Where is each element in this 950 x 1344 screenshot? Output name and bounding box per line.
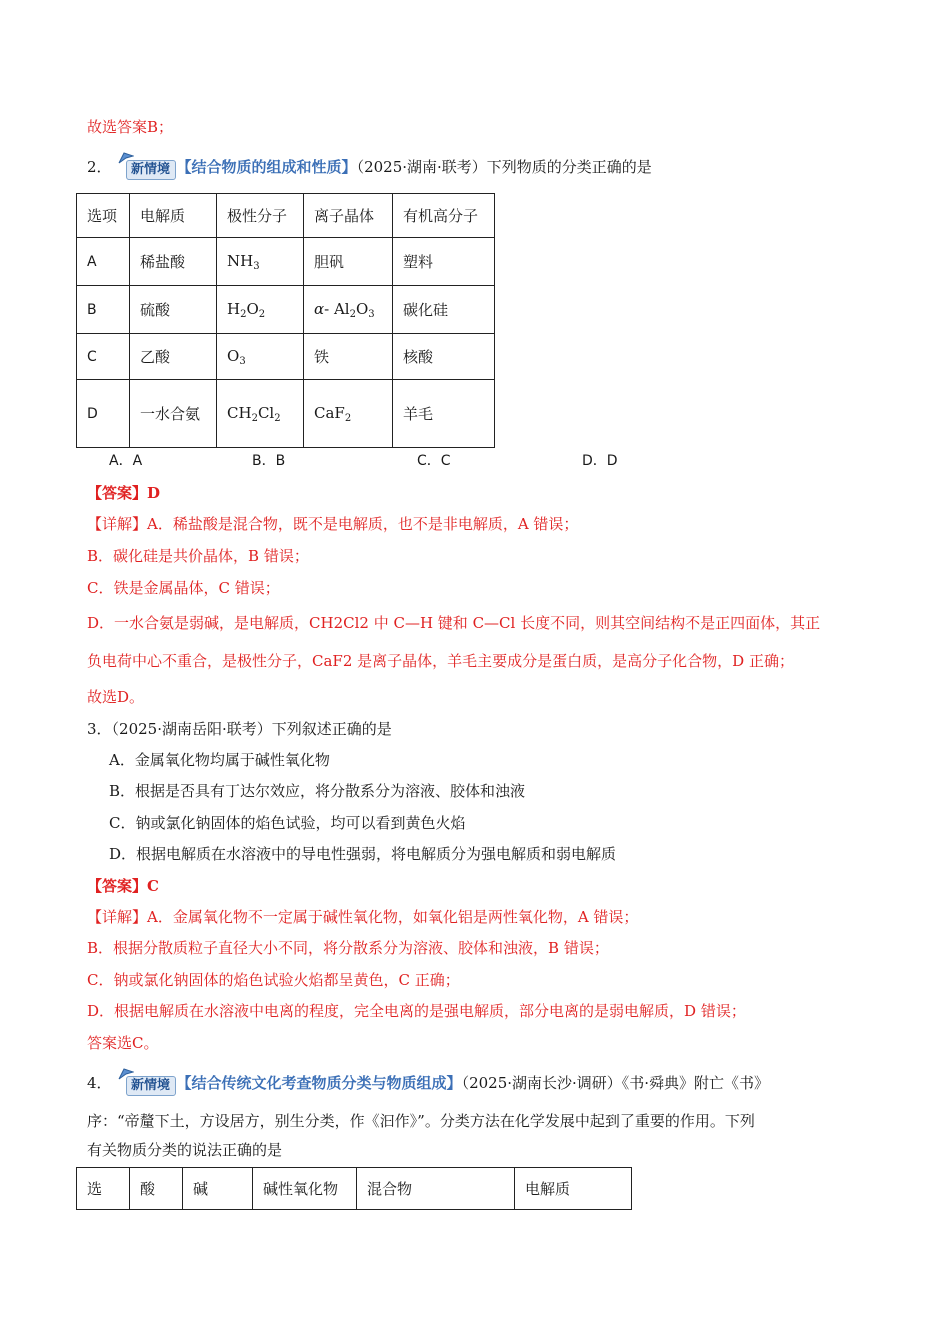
table-cell: 胆矾 — [304, 238, 393, 286]
table-header-cell: 选项 — [77, 194, 130, 238]
table-row — [77, 380, 495, 448]
table-cell: 乙酸 — [130, 334, 217, 380]
table-cell: 塑料 — [393, 238, 495, 286]
table-header-cell: 酸 — [130, 1168, 183, 1210]
formula-cell: $CH_2Cl_2$ — [217, 380, 304, 448]
q3-answer: 【答案】C — [87, 877, 159, 895]
table-cell: 硫酸 — [130, 286, 217, 334]
table-row — [77, 238, 495, 286]
table-cell: B — [77, 286, 130, 334]
q4-options-table — [76, 1167, 632, 1210]
choice-d: D．D — [582, 453, 618, 469]
formula-cell: $O_3$ — [217, 334, 304, 380]
formula-cell: $H_2O_2$ — [217, 286, 304, 334]
q3-choice-c: C．钠或氯化钠固体的焰色试验，均可以看到黄色火焰 — [109, 814, 466, 832]
q3-detail-line: 答案选C。 — [87, 1034, 159, 1052]
table-header-cell: 电解质 — [130, 194, 217, 238]
q4-stem-line: 有关物质分类的说法正确的是 — [87, 1141, 283, 1159]
table-cell: 稀盐酸 — [130, 238, 217, 286]
q2-header — [87, 156, 652, 178]
formula-cell: $NH_3$ — [217, 238, 304, 286]
table-cell: A — [77, 238, 130, 286]
q2-detail-line: 【详解】A．稀盐酸是混合物，既不是电解质，也不是非电解质，A 错误； — [87, 515, 579, 533]
table-row — [77, 286, 495, 334]
q3-detail-line: 【详解】A．金属氧化物不一定属于碱性氧化物，如氧化铝是两性氧化物，A 错误； — [87, 908, 639, 926]
new-context-badge: 新情境 — [118, 1074, 174, 1094]
table-header-cell: 极性分子 — [217, 194, 304, 238]
q2-options-table — [76, 193, 495, 448]
q3-detail-line: C．钠或氯化钠固体的焰色试验火焰都呈黄色，C 正确； — [87, 971, 460, 989]
table-header-cell: 混合物 — [357, 1168, 515, 1210]
q2-topic: 【结合物质的组成和性质】 — [176, 158, 357, 176]
table-header-cell: 碱 — [183, 1168, 253, 1210]
q2-detail-line: 故选D。 — [87, 688, 145, 706]
q2-number: 2． — [87, 158, 112, 176]
q2-detail-line: C．铁是金属晶体，C 错误； — [87, 579, 280, 597]
q3-choice-d: D．根据电解质在水溶液中的导电性强弱，将电解质分为强电解质和弱电解质 — [109, 845, 617, 863]
table-header-cell: 有机高分子 — [393, 194, 495, 238]
table-cell: 羊毛 — [393, 380, 495, 448]
q1-conclusion: 故选答案B； — [87, 118, 174, 136]
q3-stem: 3．（2025·湖南岳阳·联考）下列叙述正确的是 — [87, 720, 392, 738]
table-cell: C — [77, 334, 130, 380]
choice-c: C．C — [417, 453, 451, 469]
choice-a: A．A — [109, 453, 143, 469]
table-header-cell: 离子晶体 — [304, 194, 393, 238]
table-header-row — [77, 194, 495, 238]
formula-cell: α- $Al_2O_3$ — [304, 286, 393, 334]
q3-detail-line: D．根据电解质在水溶液中电离的程度，完全电离的是强电解质，部分电离的是弱电解质，D 错误； — [87, 1002, 746, 1020]
q3-choice-a: A．金属氧化物均属于碱性氧化物 — [109, 751, 330, 769]
q2-detail-line: 负电荷中心不重合，是极性分子，CaF2 是离子晶体，羊毛主要成分是蛋白质，是高分子化合物，D 正确； — [87, 652, 794, 670]
table-cell: 一水合氨 — [130, 380, 217, 448]
table-header-row — [77, 1168, 632, 1210]
table-cell: 铁 — [304, 334, 393, 380]
q2-stem: （2025·湖南·联考）下列物质的分类正确的是 — [356, 158, 652, 176]
table-header-cell: 电解质 — [515, 1168, 632, 1210]
table-header-cell: 选 — [77, 1168, 130, 1210]
table-header-cell: 碱性氧化物 — [253, 1168, 357, 1210]
q4-stem-line: 序：“帝釐下土，方设居方，别生分类，作《汩作》”。分类方法在化学发展中起到了重要的作用。下列 — [87, 1112, 755, 1130]
q2-detail-line: D．一水合氨是弱碱，是电解质，CH2Cl2 中 C—H 键和 C—Cl 长度不同，则其空间结构不是正四面体，其正 — [87, 614, 821, 632]
q2-detail-line: B．碳化硅是共价晶体，B 错误； — [87, 547, 309, 565]
choice-b: B．B — [252, 453, 286, 469]
q3-choice-b: B．根据是否具有丁达尔效应，将分散系分为溶液、胶体和浊液 — [109, 782, 526, 800]
table-cell: 核酸 — [393, 334, 495, 380]
q4-header — [87, 1072, 769, 1094]
q3-detail-line: B．根据分散质粒子直径大小不同，将分散系分为溶液、胶体和浊液，B 错误； — [87, 939, 609, 957]
table-row — [77, 334, 495, 380]
table-cell: 碳化硅 — [393, 286, 495, 334]
q4-number: 4． — [87, 1074, 112, 1092]
q4-topic: 【结合传统文化考查物质分类与物质组成】 — [176, 1074, 462, 1092]
new-context-badge: 新情境 — [118, 158, 174, 178]
q2-answer: 【答案】D — [87, 484, 161, 502]
q4-source: （2025·湖南长沙·调研）《书·舜典》附亡《书》 — [461, 1074, 770, 1092]
formula-cell: CaF$_2$ — [304, 380, 393, 448]
table-cell: D — [77, 380, 130, 448]
